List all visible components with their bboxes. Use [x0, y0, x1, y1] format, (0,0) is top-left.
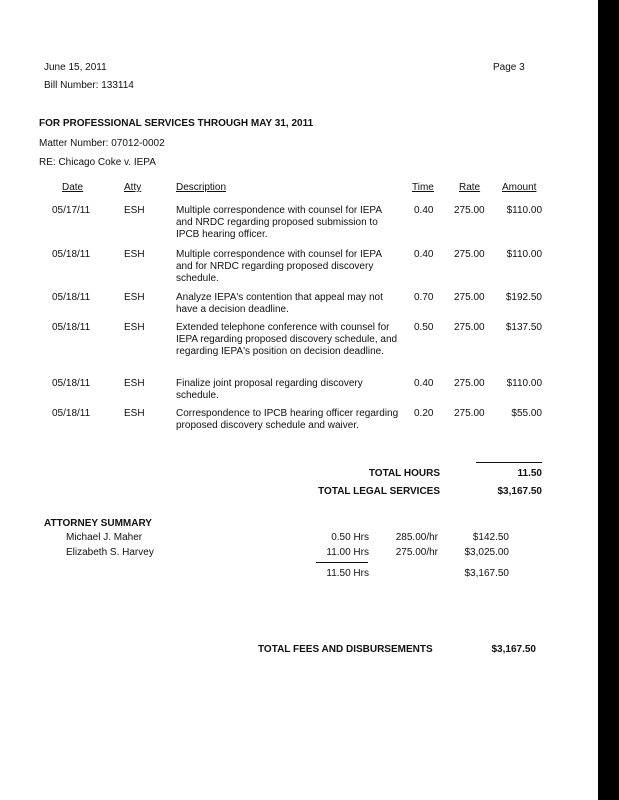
bill-number: Bill Number: 133114	[44, 80, 134, 91]
entry-time: 0.40	[414, 205, 434, 216]
entry-time: 0.20	[414, 408, 434, 419]
entry-rate: 275.00	[454, 378, 485, 389]
entry-rate: 275.00	[454, 249, 485, 260]
entry-atty: ESH	[124, 378, 145, 389]
entry-description: Extended telephone conference with counsel for IEPA regarding proposed discovery schedule, and regarding IEPA's position on decision deadline.	[176, 322, 398, 357]
entry-amount: $110.00	[506, 205, 542, 216]
entry-amount: $110.00	[506, 378, 542, 389]
entry-time: 0.70	[414, 292, 434, 303]
entry-date: 05/18/11	[52, 249, 91, 260]
total-legal-value: $3,167.50	[497, 486, 542, 497]
entry-date: 05/18/11	[52, 378, 91, 389]
entry-atty: ESH	[124, 408, 145, 419]
entry-amount: $192.50	[505, 292, 542, 303]
invoice-date: June 15, 2011	[44, 62, 107, 73]
grand-total-value: $3,167.50	[491, 644, 536, 655]
entry-description: Multiple correspondence with counsel for IEPA and NRDC regarding proposed submission to IPCB hearing officer.	[176, 205, 382, 240]
entry-date: 05/17/11	[52, 205, 91, 216]
entry-time: 0.50	[414, 322, 434, 333]
attorney-hours: 11.00 Hrs	[326, 547, 369, 558]
col-date: Date	[62, 182, 84, 193]
entry-rate: 275.00	[454, 292, 485, 303]
entry-description: Analyze IEPA's contention that appeal may not have a decision deadline.	[176, 292, 383, 315]
summary-rule	[316, 562, 368, 563]
entry-date: 05/18/11	[52, 408, 91, 419]
attorney-summary-heading: ATTORNEY SUMMARY	[44, 518, 152, 529]
col-atty: Atty	[124, 182, 142, 193]
col-amount: Amount	[502, 182, 537, 193]
entry-atty: ESH	[124, 249, 145, 260]
matter-number: Matter Number: 07012-0002	[39, 138, 165, 149]
entry-rate: 275.00	[454, 205, 485, 216]
attorney-name: Michael J. Maher	[66, 532, 143, 543]
entry-atty: ESH	[124, 292, 145, 303]
attorney-rate: 285.00/hr	[395, 532, 438, 543]
entry-amount: $137.50	[505, 322, 542, 333]
col-time: Time	[412, 182, 434, 193]
entry-description: Finalize joint proposal regarding discovery schedule.	[176, 378, 363, 401]
totals-rule	[476, 462, 542, 463]
page-number: Page 3	[493, 62, 525, 73]
total-hours-label: TOTAL HOURS	[368, 468, 440, 479]
entry-rate: 275.00	[454, 408, 485, 419]
col-description: Description	[176, 182, 227, 193]
attorney-amount: $3,025.00	[464, 547, 509, 558]
attorney-amount: $142.50	[472, 532, 509, 543]
services-title: FOR PROFESSIONAL SERVICES THROUGH MAY 31, 2011	[39, 118, 314, 129]
entry-date: 05/18/11	[52, 322, 91, 333]
entry-description: Correspondence to IPCB hearing officer regarding proposed discovery schedule and waiver.	[176, 408, 399, 431]
entry-rate: 275.00	[454, 322, 485, 333]
attorney-name: Elizabeth S. Harvey	[66, 547, 154, 558]
entry-time: 0.40	[414, 378, 434, 389]
entry-description: Multiple correspondence with counsel for IEPA and for NRDC regarding proposed discovery schedule.	[176, 249, 382, 284]
grand-total-label: TOTAL FEES AND DISBURSEMENTS	[258, 644, 433, 655]
entry-amount: $110.00	[506, 249, 542, 260]
total-legal-label: TOTAL LEGAL SERVICES	[318, 486, 440, 497]
col-rate: Rate	[459, 182, 481, 193]
summary-total-amount: $3,167.50	[464, 568, 509, 579]
entry-atty: ESH	[124, 322, 145, 333]
scan-edge-bar	[598, 0, 619, 800]
summary-total-hours: 11.50 Hrs	[326, 568, 369, 579]
entry-time: 0.40	[414, 249, 434, 260]
attorney-hours: 0.50 Hrs	[331, 532, 369, 543]
re-line: RE: Chicago Coke v. IEPA	[39, 157, 156, 168]
entry-atty: ESH	[124, 205, 145, 216]
entry-date: 05/18/11	[52, 292, 91, 303]
attorney-rate: 275.00/hr	[395, 547, 438, 558]
total-hours-value: 11.50	[517, 468, 542, 479]
entry-amount: $55.00	[511, 408, 542, 419]
